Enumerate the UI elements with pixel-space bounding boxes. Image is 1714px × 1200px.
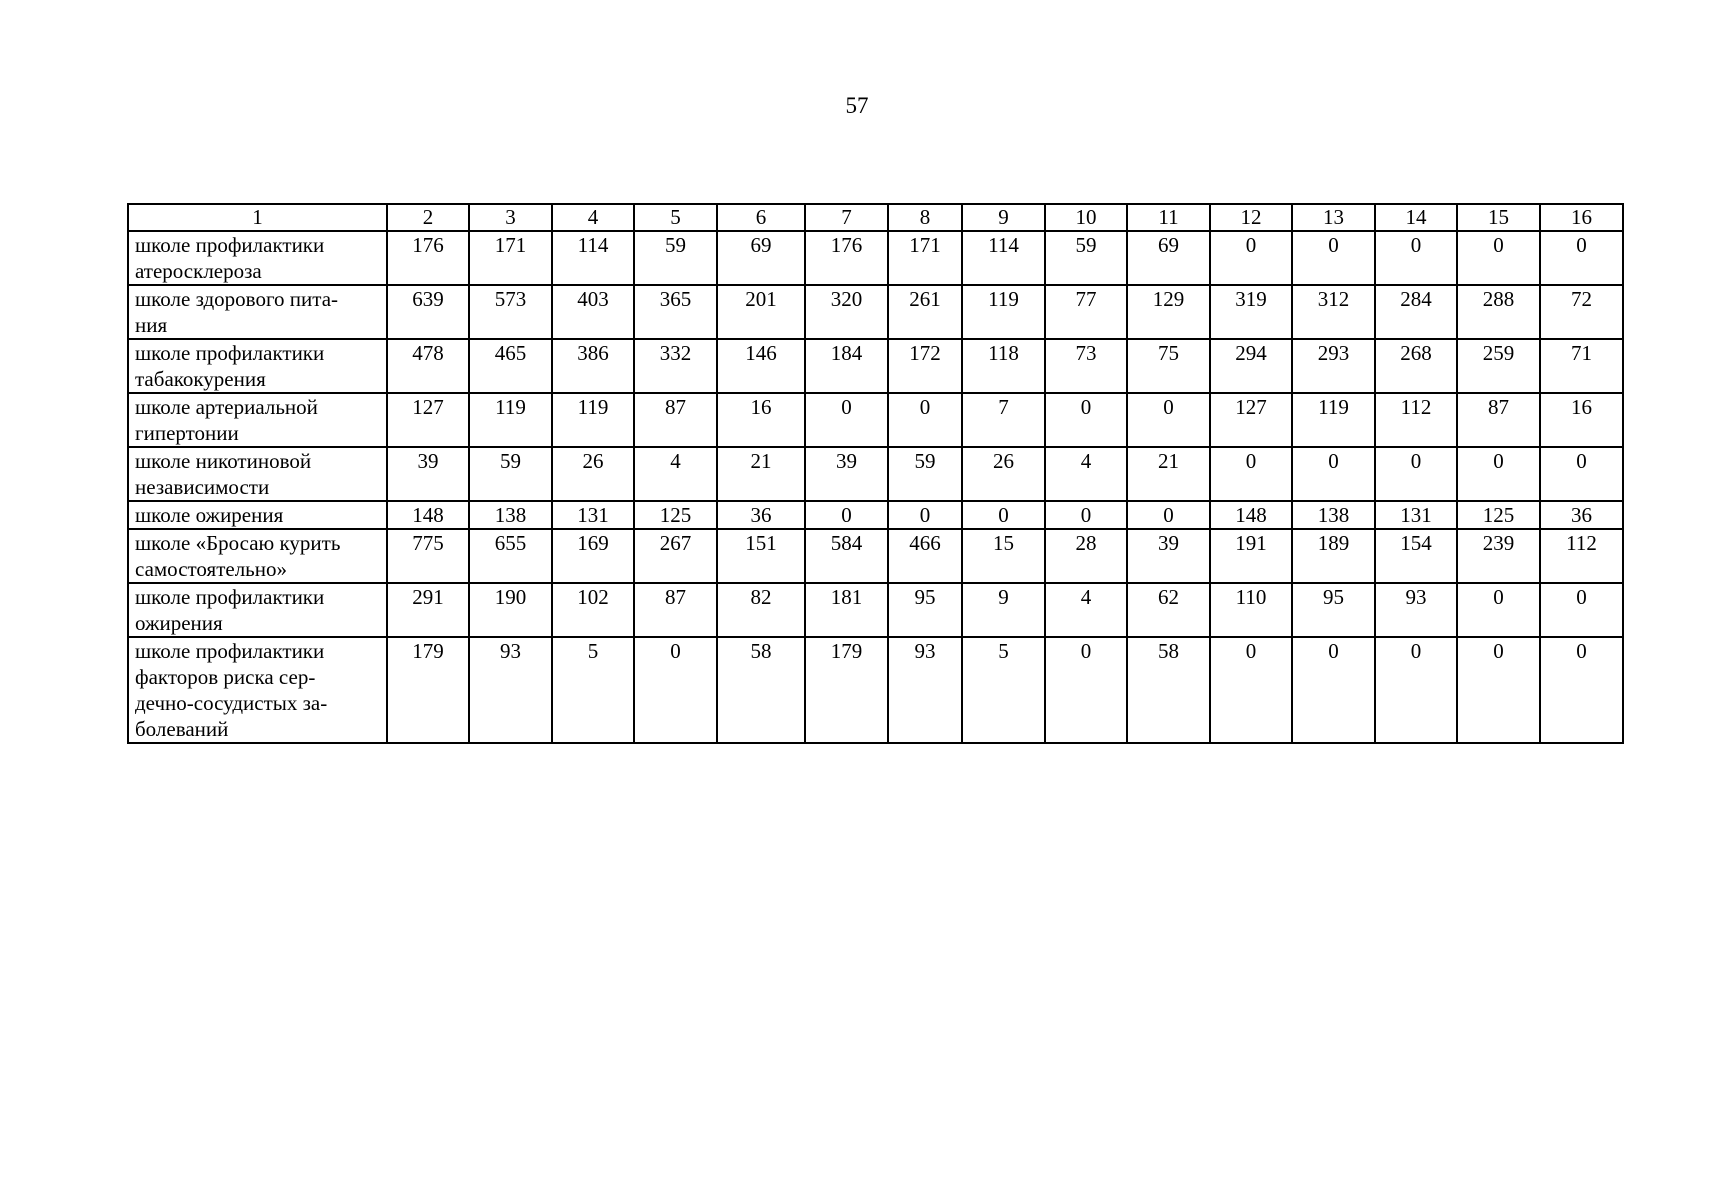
- table-cell: 87: [1457, 393, 1540, 447]
- table-cell: 365: [634, 285, 717, 339]
- table-cell: 179: [805, 637, 888, 743]
- table-cell: 138: [469, 501, 552, 529]
- table-cell: 151: [717, 529, 805, 583]
- table-cell: 75: [1127, 339, 1210, 393]
- column-header: 4: [552, 204, 634, 231]
- column-header: 16: [1540, 204, 1623, 231]
- row-label: школе здорового пита- ния: [128, 285, 387, 339]
- table-cell: 0: [962, 501, 1045, 529]
- table-cell: 69: [717, 231, 805, 285]
- table-cell: 36: [1540, 501, 1623, 529]
- table-cell: 154: [1375, 529, 1457, 583]
- table-cell: 0: [1210, 447, 1292, 501]
- table-cell: 465: [469, 339, 552, 393]
- table-cell: 125: [1457, 501, 1540, 529]
- table-cell: 59: [469, 447, 552, 501]
- table-cell: 386: [552, 339, 634, 393]
- table-cell: 59: [888, 447, 962, 501]
- table-cell: 261: [888, 285, 962, 339]
- table-cell: 87: [634, 393, 717, 447]
- table-cell: 72: [1540, 285, 1623, 339]
- column-header: 6: [717, 204, 805, 231]
- table-cell: 93: [469, 637, 552, 743]
- table-cell: 127: [387, 393, 469, 447]
- row-label: школе «Бросаю курить самостоятельно»: [128, 529, 387, 583]
- table-cell: 82: [717, 583, 805, 637]
- table-cell: 268: [1375, 339, 1457, 393]
- row-label: школе профилактики ожирения: [128, 583, 387, 637]
- table-cell: 0: [1540, 637, 1623, 743]
- table-cell: 0: [1045, 637, 1127, 743]
- table-cell: 320: [805, 285, 888, 339]
- table-cell: 16: [717, 393, 805, 447]
- column-header: 13: [1292, 204, 1375, 231]
- table-cell: 0: [1127, 393, 1210, 447]
- column-header: 2: [387, 204, 469, 231]
- column-header: 11: [1127, 204, 1210, 231]
- table-cell: 172: [888, 339, 962, 393]
- column-header: 10: [1045, 204, 1127, 231]
- table-cell: 4: [1045, 583, 1127, 637]
- table-cell: 21: [1127, 447, 1210, 501]
- table-row: [128, 501, 1623, 529]
- table-cell: 312: [1292, 285, 1375, 339]
- table-cell: 146: [717, 339, 805, 393]
- row-label: школе профилактики атеросклероза: [128, 231, 387, 285]
- table-cell: 148: [387, 501, 469, 529]
- table-cell: 71: [1540, 339, 1623, 393]
- table-cell: 119: [962, 285, 1045, 339]
- table-cell: 73: [1045, 339, 1127, 393]
- table-cell: 15: [962, 529, 1045, 583]
- table-cell: 478: [387, 339, 469, 393]
- table-cell: 110: [1210, 583, 1292, 637]
- table-cell: 36: [717, 501, 805, 529]
- table-cell: 0: [1045, 501, 1127, 529]
- row-label: школе артериальной гипертонии: [128, 393, 387, 447]
- table-row: [128, 583, 1623, 637]
- table-cell: 95: [888, 583, 962, 637]
- table-cell: 93: [888, 637, 962, 743]
- table-cell: 0: [1375, 637, 1457, 743]
- table-cell: 0: [888, 393, 962, 447]
- column-header: 9: [962, 204, 1045, 231]
- table-cell: 131: [552, 501, 634, 529]
- table-cell: 181: [805, 583, 888, 637]
- table-cell: 466: [888, 529, 962, 583]
- table-cell: 7: [962, 393, 1045, 447]
- column-header: 8: [888, 204, 962, 231]
- column-header: 7: [805, 204, 888, 231]
- table-cell: 138: [1292, 501, 1375, 529]
- table-row: [128, 231, 1623, 285]
- table-cell: 93: [1375, 583, 1457, 637]
- table-cell: 293: [1292, 339, 1375, 393]
- table-cell: 639: [387, 285, 469, 339]
- table-cell: 4: [634, 447, 717, 501]
- table-cell: 284: [1375, 285, 1457, 339]
- table-cell: 119: [1292, 393, 1375, 447]
- table-row: [128, 393, 1623, 447]
- table-cell: 0: [1457, 583, 1540, 637]
- table-row: [128, 339, 1623, 393]
- table-cell: 87: [634, 583, 717, 637]
- table-cell: 21: [717, 447, 805, 501]
- table-cell: 95: [1292, 583, 1375, 637]
- table-cell: 58: [717, 637, 805, 743]
- column-header: 15: [1457, 204, 1540, 231]
- table-cell: 179: [387, 637, 469, 743]
- table-cell: 176: [805, 231, 888, 285]
- table-cell: 114: [552, 231, 634, 285]
- table-cell: 288: [1457, 285, 1540, 339]
- table-cell: 0: [634, 637, 717, 743]
- table-cell: 259: [1457, 339, 1540, 393]
- table-cell: 176: [387, 231, 469, 285]
- table-cell: 190: [469, 583, 552, 637]
- table-cell: 59: [634, 231, 717, 285]
- table-cell: 39: [805, 447, 888, 501]
- table-cell: 62: [1127, 583, 1210, 637]
- table-cell: 26: [962, 447, 1045, 501]
- table-cell: 28: [1045, 529, 1127, 583]
- table-cell: 775: [387, 529, 469, 583]
- table-cell: 294: [1210, 339, 1292, 393]
- table-cell: 0: [1210, 231, 1292, 285]
- table-cell: 102: [552, 583, 634, 637]
- table-cell: 0: [1292, 447, 1375, 501]
- table-cell: 0: [1292, 637, 1375, 743]
- table-cell: 127: [1210, 393, 1292, 447]
- table-row: [128, 447, 1623, 501]
- table-cell: 39: [387, 447, 469, 501]
- table-cell: 184: [805, 339, 888, 393]
- table-cell: 0: [1540, 583, 1623, 637]
- table-cell: 403: [552, 285, 634, 339]
- table-cell: 112: [1375, 393, 1457, 447]
- table-cell: 16: [1540, 393, 1623, 447]
- column-header: 12: [1210, 204, 1292, 231]
- row-label: школе никотиновой независимости: [128, 447, 387, 501]
- table-cell: 0: [1457, 231, 1540, 285]
- table-cell: 0: [1375, 231, 1457, 285]
- table-cell: 189: [1292, 529, 1375, 583]
- column-header: 5: [634, 204, 717, 231]
- table-header-row: [128, 204, 1623, 231]
- table-cell: 5: [962, 637, 1045, 743]
- table-cell: 319: [1210, 285, 1292, 339]
- table-cell: 9: [962, 583, 1045, 637]
- table-cell: 131: [1375, 501, 1457, 529]
- table-cell: 0: [1292, 231, 1375, 285]
- table-row: [128, 529, 1623, 583]
- table-cell: 201: [717, 285, 805, 339]
- table-cell: 0: [1210, 637, 1292, 743]
- table-row: [128, 637, 1623, 743]
- page-number: 57: [845, 93, 869, 118]
- table-cell: 114: [962, 231, 1045, 285]
- column-header: 3: [469, 204, 552, 231]
- table-cell: 332: [634, 339, 717, 393]
- table-cell: 77: [1045, 285, 1127, 339]
- table-cell: 5: [552, 637, 634, 743]
- table-cell: 171: [469, 231, 552, 285]
- row-label: школе профилактики факторов риска сер- дечно-сосудистых за- болеваний: [128, 637, 387, 743]
- table-cell: 0: [805, 501, 888, 529]
- table-cell: 0: [1540, 231, 1623, 285]
- table-cell: 125: [634, 501, 717, 529]
- table-cell: 26: [552, 447, 634, 501]
- table-cell: 0: [1457, 637, 1540, 743]
- table-cell: 4: [1045, 447, 1127, 501]
- table-cell: 0: [1127, 501, 1210, 529]
- table-cell: 169: [552, 529, 634, 583]
- row-label: школе ожирения: [128, 501, 387, 529]
- table-cell: 0: [805, 393, 888, 447]
- table-cell: 119: [552, 393, 634, 447]
- table-cell: 0: [888, 501, 962, 529]
- table-cell: 39: [1127, 529, 1210, 583]
- table-cell: 129: [1127, 285, 1210, 339]
- table-cell: 119: [469, 393, 552, 447]
- table-cell: 58: [1127, 637, 1210, 743]
- table-cell: 0: [1375, 447, 1457, 501]
- table-cell: 573: [469, 285, 552, 339]
- table-cell: 0: [1045, 393, 1127, 447]
- column-header: 14: [1375, 204, 1457, 231]
- data-table: [127, 203, 1624, 744]
- table-cell: 118: [962, 339, 1045, 393]
- table-cell: 0: [1540, 447, 1623, 501]
- table-cell: 655: [469, 529, 552, 583]
- table-cell: 291: [387, 583, 469, 637]
- table-cell: 584: [805, 529, 888, 583]
- table-cell: 59: [1045, 231, 1127, 285]
- column-header: 1: [128, 204, 387, 231]
- table-cell: 267: [634, 529, 717, 583]
- table-cell: 191: [1210, 529, 1292, 583]
- table-cell: 112: [1540, 529, 1623, 583]
- table-cell: 148: [1210, 501, 1292, 529]
- table-cell: 171: [888, 231, 962, 285]
- table-cell: 69: [1127, 231, 1210, 285]
- table-cell: 0: [1457, 447, 1540, 501]
- table-row: [128, 285, 1623, 339]
- table-cell: 239: [1457, 529, 1540, 583]
- row-label: школе профилактики табакокурения: [128, 339, 387, 393]
